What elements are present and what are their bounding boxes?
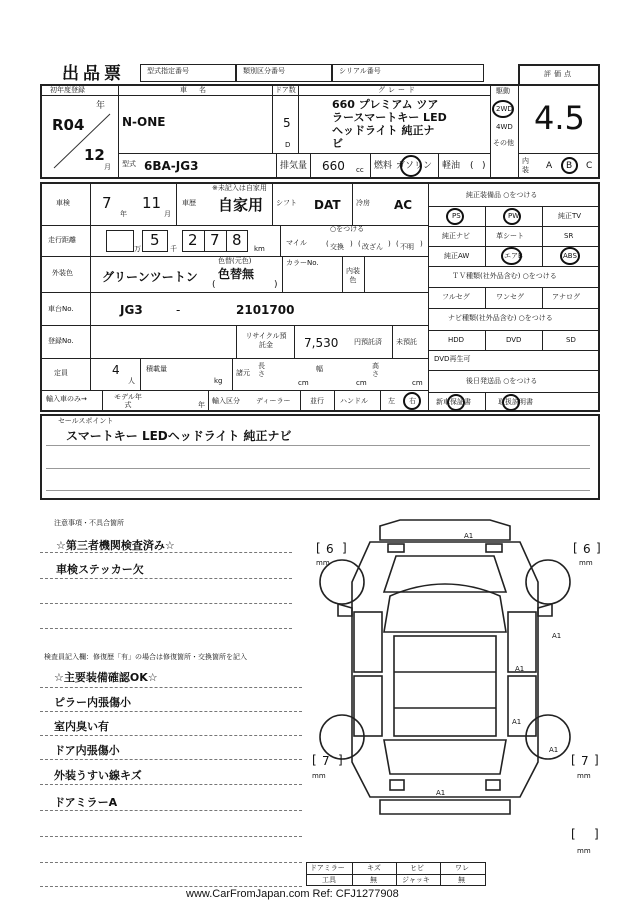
inspector-item-2: ピラー内張傷小 (54, 696, 131, 709)
length-unit: cm (298, 379, 309, 387)
equip-tv: 純正TV (558, 212, 582, 220)
navi-dvd: DVD (506, 336, 522, 344)
handle-right-circle (403, 392, 421, 410)
post-manual: 取扱説明書 (498, 398, 533, 406)
tire-rr-depth: 7 (581, 754, 589, 768)
tire-rl-unit: mm (312, 772, 326, 780)
navi-dvd-play: DVD再生可 (434, 355, 471, 363)
shaken-year: 7 (102, 194, 112, 212)
shift-label: シフト (276, 199, 297, 207)
fuel-label: 燃料 (374, 161, 393, 171)
front-bumper-shape (380, 520, 510, 540)
eval-header-box (518, 64, 600, 84)
shaken-year-suffix: 年 (120, 210, 127, 218)
mileage-man-unit: 万 (134, 245, 141, 253)
meter-tamper: 改ざん (362, 243, 383, 251)
tire-fl-depth: 6 (326, 542, 334, 556)
rear-window-shape (384, 740, 506, 774)
chassis-number: 2101700 (236, 303, 295, 317)
tire-fl-bracket: [ (316, 541, 321, 555)
width-label: 幅 (316, 365, 323, 373)
load-label: 積載量 (146, 365, 167, 373)
color-change-value: 色替無 (218, 267, 255, 281)
usage-note: ※未記入は自家用 (212, 184, 267, 192)
fuel-value: ガソリン (396, 161, 433, 171)
grade-line-4: ビ (332, 137, 343, 150)
tire-spare-unit: mm (577, 847, 591, 855)
equipment-title: 純正装備品 ○をつける (466, 191, 538, 199)
first-reg-era: R04 (52, 116, 85, 134)
eval-label: 評価点 (544, 70, 574, 78)
handle-left: 左 (388, 397, 395, 405)
navi-hdd: HDD (448, 336, 465, 344)
mileage-ju: 8 (232, 231, 242, 249)
damage-mark-2: A1 (552, 632, 562, 640)
tire-fr-depth: 6 (583, 542, 591, 556)
equip-airbag-circle (501, 247, 522, 265)
car-name: N-ONE (122, 115, 166, 129)
post-warranty-circle (447, 394, 465, 411)
registration-label: 登録No. (48, 337, 74, 345)
drive-label: 駆動 (496, 87, 510, 95)
note-item-2: 車検ステッカー欠 (56, 563, 144, 576)
capacity-label: 定員 (54, 369, 68, 377)
chassis-prefix: JG3 (120, 303, 143, 317)
shaken-month: 11 (142, 194, 162, 212)
legend-value-3: 無 (458, 876, 465, 884)
interior-a: A (546, 161, 553, 171)
grade-line-1: 660 プレミアム ツア (332, 98, 439, 111)
exterior-color-value: グリーンツートン (102, 270, 198, 284)
interior-color-label: 内装色 (346, 267, 360, 284)
equip-abs-circle (560, 247, 580, 265)
interior-b-circle (561, 157, 578, 174)
tire-rl-depth: 7 (322, 754, 330, 768)
hood-shape (384, 556, 506, 592)
note-item-1: ☆第三者機関検査済み☆ (56, 539, 175, 552)
serial-box (332, 64, 484, 82)
legend-row-label: 工具 (322, 876, 336, 884)
shaken-label: 車検 (56, 199, 70, 207)
interior-label: 内装 (522, 157, 529, 174)
meter-unknown: 不明 (400, 243, 414, 251)
tire-fr-unit: mm (579, 559, 593, 567)
tv-fullseg: フルセグ (442, 293, 470, 301)
shift-value: DAT (314, 198, 341, 212)
color-no-label: カラーNo. (286, 259, 319, 267)
body-outline-shape (352, 542, 538, 797)
ac-value: AC (394, 198, 413, 212)
meter-swap: 交換 (330, 243, 344, 251)
chassis-label: 車台No. (48, 305, 74, 313)
equip-navi: 純正ナビ (442, 232, 470, 240)
post-warranty: 新車保証書 (436, 398, 471, 406)
shaken-month-suffix: 月 (164, 210, 171, 218)
drive-2wd-circle (492, 100, 514, 118)
type-designation-box (140, 64, 236, 82)
post-manual-circle (502, 394, 520, 411)
equip-sr: SR (564, 232, 574, 240)
mileage-unit: km (254, 245, 265, 253)
rear-bumper-shape (380, 800, 510, 814)
legend-value-1: 無 (370, 876, 377, 884)
chassis-dash: - (176, 303, 181, 317)
import-dealer: ディーラー (256, 397, 291, 405)
displacement-unit: cc (356, 166, 364, 174)
damage-mark-6: A1 (436, 789, 446, 797)
import-parallel: 並行 (310, 397, 324, 405)
inspector-item-5: 外装うすい線キズ (54, 769, 142, 782)
damage-mark-1: A1 (464, 532, 474, 540)
recycle-label: リサイクル預託金 (245, 332, 287, 349)
tire-fl-unit: mm (316, 559, 330, 567)
import-type-label: 輸入区分 (212, 397, 240, 405)
tv-oneseg: ワンセグ (496, 293, 524, 301)
equip-abs: ABS (563, 252, 577, 260)
first-reg-label: 初年度登録 (50, 86, 85, 94)
capacity-unit: 人 (128, 377, 135, 385)
serial-label: シリアル番号 (339, 67, 381, 75)
interior-c: C (586, 161, 593, 171)
height-label: 高さ (372, 362, 379, 378)
inspector-item-4: ドア内張傷小 (54, 744, 120, 757)
mileage-label: 走行距離 (48, 236, 76, 244)
category-number-box (236, 64, 332, 82)
dims-label: 諸元 (236, 369, 250, 377)
inspector-item-6: ドアミラーA (54, 796, 118, 809)
model-label: 型式 (122, 160, 136, 168)
meter-mile-label: マイル (286, 239, 307, 247)
sheet-title: 出品票 (62, 64, 125, 84)
tv-type-title: ＴＶ種類(社外品含む) ○をつける (452, 272, 557, 280)
drive-4wd: 4WD (496, 123, 513, 131)
model-value: 6BA-JG3 (144, 159, 199, 173)
equip-ps-circle (446, 208, 464, 225)
interior-b: B (566, 161, 573, 171)
notes-label: 注意事項・不具合箇所 (54, 519, 124, 527)
doors-value: 5 (283, 116, 291, 130)
tire-rr-unit: mm (577, 772, 591, 780)
fuel-circle (400, 155, 422, 177)
navi-sd: SD (566, 336, 576, 344)
doors-suffix: D (285, 141, 291, 149)
drive-2wd: 2WD (496, 105, 513, 113)
equip-ps: PS (452, 212, 461, 220)
car-name-label: 車名 (180, 86, 218, 94)
height-unit: cm (412, 379, 423, 387)
equip-pw-circle (503, 208, 521, 225)
mileage-man: 5 (150, 231, 160, 249)
wheel-rear-right-shape (526, 715, 570, 759)
equip-airbag: エアB (504, 252, 523, 260)
sales-point-box (40, 414, 600, 500)
footer-ref: www.CarFromJapan.com Ref: CFJ1277908 (186, 888, 399, 900)
damage-mark-5: A1 (549, 746, 559, 754)
grade-label: グレード (378, 86, 418, 94)
equip-aw: 純正AW (444, 252, 470, 260)
load-unit: kg (214, 377, 223, 385)
legend-value-2: ジャッキ (402, 876, 430, 884)
grade-line-3: ヘッドライト 純正ナ (332, 124, 435, 137)
category-number-label: 類別区分番号 (243, 67, 285, 75)
model-year-unit: 年 (198, 401, 205, 409)
diesel-label: 軽油 (442, 161, 461, 171)
first-reg-month-suffix: 月 (104, 163, 111, 171)
color-change-label: 色替(元色) (218, 257, 252, 265)
displacement-value: 660 (322, 159, 345, 173)
legend-header-1: ドアミラー (310, 864, 345, 872)
inspector-item-3: 室内臭い有 (54, 720, 109, 733)
damage-mark-3: A1 (515, 665, 525, 673)
handle-label: ハンドル (340, 397, 368, 405)
recycle-unpaid: 未預託 (396, 338, 417, 346)
model-year-label: モデル年式 (114, 393, 142, 409)
inspector-label: 検査員記入欄：修復歴「有」の場合は修復箇所・交換箇所を記入 (44, 653, 247, 661)
sales-point-label: セールスポイント (58, 417, 114, 425)
first-reg-year-suffix: 年 (96, 101, 106, 111)
width-unit: cm (356, 379, 367, 387)
legend-header-4: ワレ (455, 864, 469, 872)
legend-header-3: ヒビ (410, 864, 424, 872)
usage-label: 車歴 (182, 199, 196, 207)
doors-label: ドア数 (275, 86, 296, 94)
recycle-amount: 7,530 (304, 336, 339, 350)
mileage-box-1 (106, 230, 134, 252)
car-damage-diagram (310, 512, 580, 822)
grade-line-2: ラースマートキー LED (332, 111, 447, 124)
import-label: 輸入車のみ→ (46, 395, 87, 403)
equip-pw: PW (508, 212, 520, 220)
sales-point-text: スマートキー LEDヘッドライト 純正ナビ (66, 429, 292, 443)
mileage-hyaku: 7 (210, 231, 220, 249)
damage-mark-4: A1 (512, 718, 522, 726)
type-designation-label: 型式指定番号 (147, 67, 189, 75)
drive-other: その他 (493, 139, 514, 147)
navi-type-title: ナビ種類(社外品含む) ○をつける (448, 314, 553, 322)
usage-value: 自家用 (218, 196, 264, 214)
first-reg-month: 12 (84, 146, 105, 164)
tv-analog: アナログ (552, 293, 580, 301)
roof-shape (394, 636, 496, 736)
eval-score: 4.5 (534, 99, 585, 137)
equip-leather: 革シート (496, 232, 524, 240)
capacity-value: 4 (112, 363, 120, 377)
post-title: 後日発送品 ○をつける (466, 377, 538, 385)
mileage-sen-unit: 千 (170, 245, 177, 253)
handle-right: 右 (409, 397, 416, 405)
wheel-front-right-shape (526, 560, 570, 604)
recycle-unit: 円預託済 (354, 338, 382, 346)
length-label: 長さ (258, 362, 265, 378)
legend-header-2: キズ (367, 864, 381, 872)
ac-label: 冷房 (356, 199, 370, 207)
meter-circle-note: ○をつける (330, 225, 365, 233)
displacement-label: 排気量 (280, 161, 308, 171)
exterior-color-label: 外装色 (52, 269, 73, 277)
mileage-sen: 2 (188, 231, 198, 249)
inspector-item-1: ☆主要装備確認OK☆ (54, 671, 158, 684)
